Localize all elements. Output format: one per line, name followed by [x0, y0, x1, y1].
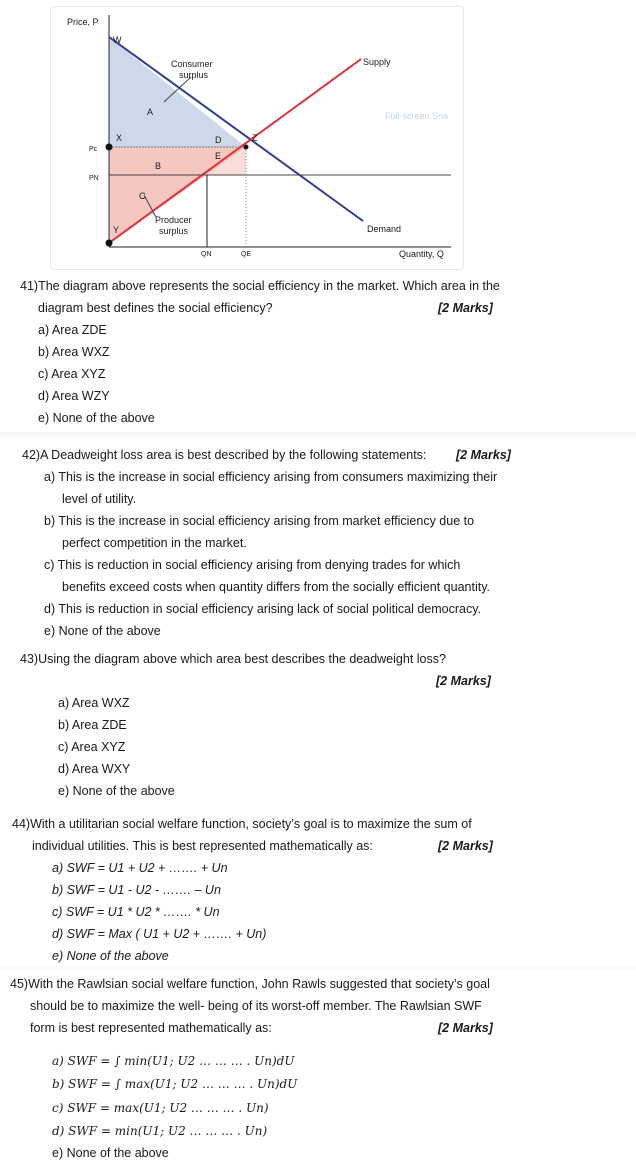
q41-option-d: d) Area WZY	[38, 389, 110, 403]
q43-option-e: e) None of the above	[58, 784, 175, 798]
q44-line2: individual utilities. This is best represented mathematically as:	[32, 839, 373, 853]
q42-option-b-1: b) This is the increase in social efficiency arising from market efficiency due to	[44, 514, 475, 528]
label-e: E	[215, 151, 222, 161]
q44-option-d: d) SWF = Max ( U1 + U2 + ……. + Un)	[52, 927, 267, 941]
label-d: D	[215, 135, 222, 145]
q44-line1: 44)With a utilitarian social welfare function, society’s goal is to maximize the sum of	[12, 817, 472, 831]
price-axis-label: Price, P	[67, 17, 99, 27]
producer-surplus-label-2: surplus	[159, 226, 189, 236]
q41-line1: 41)The diagram above represents the social efficiency in the market. Which area in the	[20, 279, 500, 293]
section-divider	[0, 432, 636, 438]
q42-marks: [2 Marks]	[456, 448, 511, 462]
q43-option-c: c) Area XYZ	[58, 740, 126, 754]
demand-label: Demand	[367, 224, 402, 234]
q43-marks: [2 Marks]	[436, 674, 491, 688]
label-a: A	[147, 107, 154, 117]
q45-marks: [2 Marks]	[438, 1021, 493, 1035]
label-x: X	[116, 133, 123, 143]
q45-option-b: b) SWF = ∫ max(U1; U2 … … … . Un)dU	[52, 1077, 298, 1091]
point-pc	[106, 144, 113, 151]
q42-option-a-2: level of utility.	[62, 492, 137, 506]
label-y: Y	[113, 225, 120, 235]
q43-line1: 43)Using the diagram above which area best describes the deadweight loss?	[20, 652, 446, 666]
q45-line1: 45)With the Rawlsian social welfare function, John Rawls suggested that society’s goal	[10, 977, 490, 991]
q45-line3: form is best represented mathematically as:	[30, 1021, 272, 1035]
q42-option-b-2: perfect competition in the market.	[62, 536, 247, 550]
q41-option-c: c) Area XYZ	[38, 367, 106, 381]
quantity-axis-label: Quantity, Q	[399, 249, 444, 259]
consumer-surplus-label-1: Consumer	[171, 59, 213, 69]
consumer-surplus-area	[109, 37, 246, 147]
q44-option-c: c) SWF = U1 * U2 * ……. * Un	[52, 905, 220, 919]
q43-option-d: d) Area WXY	[58, 762, 131, 776]
q45-option-e: e) None of the above	[52, 1146, 169, 1160]
label-qe: QE	[241, 251, 252, 258]
label-qn: QN	[201, 251, 212, 258]
q44-marks: [2 Marks]	[438, 839, 493, 853]
q44-option-b: b) SWF = U1 - U2 - ……. – Un	[52, 883, 221, 897]
surplus-diagram	[50, 6, 464, 270]
q41-marks: [2 Marks]	[438, 301, 493, 315]
q42-option-d: d) This is reduction in social efficiency arising lack of social political democracy.	[44, 602, 481, 616]
label-pn: PN	[89, 175, 99, 182]
q41-option-b: b) Area WXZ	[38, 345, 110, 359]
label-b: B	[155, 161, 162, 171]
point-z	[244, 145, 249, 150]
q41-option-a: a) Area ZDE	[38, 323, 107, 337]
consumer-surplus-label-2: surplus	[179, 70, 209, 80]
q42-option-a-1: a) This is the increase in social efficiency arising from consumers maximizing their	[44, 470, 498, 484]
q45-option-a: a) SWF = ∫ min(U1; U2 … … … . Un)dU	[52, 1054, 295, 1068]
q42-option-c-2: benefits exceed costs when quantity differs from the socially efficient quantity.	[62, 580, 491, 594]
q45-option-c: c) SWF = max(U1; U2 … … … . Un)	[52, 1101, 269, 1115]
q45-line2: should be to maximize the well- being of its worst-off member. The Rawlsian SWF	[30, 999, 482, 1013]
producer-surplus-label-1: Producer	[155, 215, 192, 225]
q43-option-b: b) Area ZDE	[58, 718, 127, 732]
q43-option-a: a) Area WXZ	[58, 696, 130, 710]
q44-option-a: a) SWF = U1 + U2 + ……. + Un	[52, 861, 228, 875]
section-divider-2	[0, 966, 636, 970]
point-y	[106, 240, 113, 247]
q45-option-d: d) SWF = min(U1; U2 … … … . Un)	[52, 1124, 268, 1138]
watermark: Full-screen Sna	[385, 111, 449, 121]
q42-option-e: e) None of the above	[44, 624, 161, 638]
q41-line2: diagram best defines the social efficiency?	[38, 301, 273, 315]
supply-label: Supply	[363, 57, 391, 67]
q44-option-e: e) None of the above	[52, 949, 169, 963]
label-z: Z	[252, 133, 258, 143]
label-w: W	[113, 35, 122, 45]
q41-option-e: e) None of the above	[38, 411, 155, 425]
label-pc: Pc	[89, 146, 98, 153]
area-d	[207, 147, 246, 175]
label-c: C	[139, 191, 146, 201]
q42-option-c-1: c) This is reduction in social efficiency arising from denying trades for which	[44, 558, 461, 572]
q42-line1: 42)A Deadweight loss area is best described by the following statements:	[22, 448, 427, 462]
